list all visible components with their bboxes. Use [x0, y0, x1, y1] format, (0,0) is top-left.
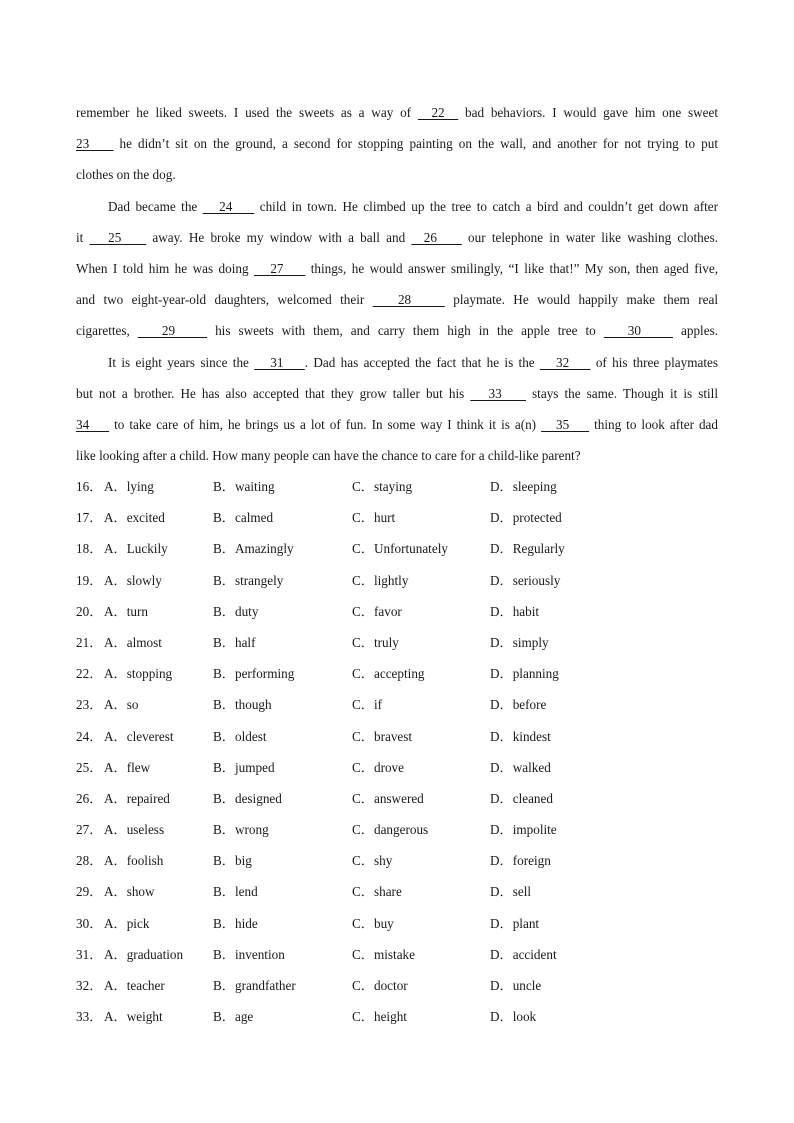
question-number: 26．: [76, 790, 103, 806]
option-b: B．grandfather: [213, 978, 296, 993]
option-d: D．Regularly: [490, 541, 565, 557]
answer-blank: 25: [89, 229, 147, 245]
option-b: B．waiting: [213, 479, 275, 494]
text-run: cigarettes,: [76, 323, 138, 339]
answer-blank: 31: [254, 354, 305, 370]
question-row: [76, 596, 718, 627]
option-c: C．height: [352, 1009, 407, 1025]
option-a: A．stopping: [104, 666, 173, 682]
question-number: 31．: [76, 946, 103, 962]
answer-blank: 28: [372, 292, 445, 308]
question-number: 18．: [76, 541, 103, 557]
option-b: B．half: [213, 634, 256, 650]
option-c: C．lightly: [352, 572, 409, 588]
text-run: clothes on the dog.: [76, 167, 176, 183]
passage-line: [76, 97, 718, 128]
question-number: 33．: [76, 1009, 103, 1025]
text-run: stays the same. Though it is still: [525, 385, 719, 401]
question-number: 24．: [76, 728, 103, 744]
option-c: C．mistake: [352, 946, 416, 962]
answer-blank: 23: [76, 136, 114, 152]
option-a: A．graduation: [104, 946, 184, 962]
text-run: to take care of him, he brings us a lot of fun. In some way I think it is a(n): [109, 416, 542, 432]
passage-line: [76, 191, 718, 222]
answer-blank: 22: [417, 105, 459, 120]
option-a: A．almost: [104, 634, 162, 650]
question-number: 17．: [76, 510, 103, 526]
option-d: D．sell: [490, 884, 532, 900]
text-run: thing to look after dad: [589, 416, 719, 432]
option-d: D．protected: [490, 510, 562, 526]
question-row: [76, 565, 718, 596]
question-number: 21．: [76, 634, 103, 650]
question-row: [76, 970, 718, 1001]
text-run: it: [76, 229, 90, 245]
option-a: A．Luckily: [104, 541, 168, 557]
cloze-passage: [76, 97, 718, 471]
option-c: C．shy: [352, 853, 393, 869]
option-a: A．weight: [104, 1009, 163, 1025]
text-run: child in town. He climbed up the tree to catch a bird and couldn’t get down after: [254, 198, 718, 214]
option-c: C．doctor: [352, 978, 408, 993]
option-b: B．invention: [213, 946, 285, 962]
passage-line: [76, 222, 718, 253]
text-run: away. He broke my window with a ball and: [146, 229, 412, 245]
question-number: 19．: [76, 572, 103, 588]
option-c: C．favor: [352, 603, 402, 619]
passage-line: [76, 253, 718, 284]
question-row: [76, 845, 718, 876]
question-row: [76, 1001, 718, 1032]
option-a: A．teacher: [104, 978, 165, 993]
text-run: like looking after a child. How many people can have the chance to care for a child-like parent?: [76, 448, 581, 464]
question-number: 23．: [76, 697, 103, 713]
question-number: 22．: [76, 666, 103, 682]
option-b: B．jumped: [213, 759, 275, 775]
option-a: A．flew: [104, 759, 151, 775]
passage-line: [76, 284, 718, 315]
question-number: 30．: [76, 915, 103, 931]
answer-blank: 29: [137, 323, 208, 339]
passage-line: [76, 378, 718, 409]
question-row: [76, 783, 718, 814]
answer-blank: 26: [411, 229, 462, 245]
option-d: D．habit: [490, 603, 540, 619]
question-number: 16．: [76, 479, 103, 494]
option-d: D．before: [490, 697, 547, 713]
question-row: [76, 752, 718, 783]
text-run: and two eight-year-old daughters, welcomed their: [76, 292, 373, 308]
option-c: C．if: [352, 697, 383, 713]
question-row: [76, 814, 718, 845]
option-b: B．oldest: [213, 728, 267, 744]
text-run: When I told him he was doing: [76, 260, 255, 276]
answer-options: [76, 471, 718, 1032]
option-c: C．accepting: [352, 666, 425, 682]
option-d: D．accident: [490, 946, 557, 962]
option-d: D．walked: [490, 759, 551, 775]
question-row: [76, 627, 718, 658]
question-row: [76, 876, 718, 907]
option-b: B．though: [213, 697, 272, 713]
option-c: C．bravest: [352, 728, 413, 744]
answer-blank: 27: [254, 260, 306, 276]
option-c: C．share: [352, 884, 402, 900]
question-row: [76, 658, 718, 689]
option-d: D．sleeping: [490, 479, 557, 494]
option-c: C．hurt: [352, 510, 396, 526]
question-number: 27．: [76, 822, 103, 838]
question-row: [76, 689, 718, 720]
option-d: D．cleaned: [490, 790, 553, 806]
question-row: [76, 721, 718, 752]
passage-line: [76, 128, 718, 159]
text-run: apples.: [673, 323, 718, 339]
option-c: C．drove: [352, 759, 405, 775]
text-run: but not a brother. He has also accepted that they grow taller but his: [76, 385, 471, 401]
passage-line: [76, 440, 718, 471]
option-b: B．big: [213, 853, 252, 869]
option-d: D．seriously: [490, 572, 561, 588]
answer-blank: 24: [202, 198, 255, 214]
option-d: D．look: [490, 1009, 537, 1025]
text-run: bad behaviors. I would gave him one sweet: [458, 105, 718, 120]
option-c: C．answered: [352, 790, 424, 806]
option-a: A．foolish: [104, 853, 164, 869]
option-b: B．designed: [213, 790, 282, 806]
question-row: [76, 533, 718, 564]
option-b: B．duty: [213, 603, 259, 619]
text-run: of his three playmates: [590, 354, 719, 370]
option-d: D．simply: [490, 634, 549, 650]
option-a: A．useless: [104, 822, 165, 838]
text-run: he didn’t sit on the ground, a second for stopping painting on the wall, and another for not trying to put: [113, 136, 718, 152]
option-a: A．turn: [104, 603, 148, 619]
answer-blank: 33: [470, 385, 526, 401]
option-c: C．buy: [352, 915, 394, 931]
option-d: D．uncle: [490, 978, 542, 993]
question-row: [76, 908, 718, 939]
text-run: playmate. He would happily make them real: [444, 292, 718, 308]
option-d: D．planning: [490, 666, 559, 682]
option-b: B．strangely: [213, 572, 284, 588]
option-d: D．plant: [490, 915, 540, 931]
answer-blank: 30: [603, 323, 673, 339]
answer-blank: 34: [76, 416, 110, 432]
question-row: [76, 939, 718, 970]
text-run: things, he would answer smilingly, “I like that!” My son, then aged five,: [305, 260, 719, 276]
option-b: B．calmed: [213, 510, 274, 526]
option-b: B．age: [213, 1009, 254, 1025]
text-run: his sweets with them, and carry them high in the apple tree to: [207, 323, 604, 339]
passage-line: [76, 409, 718, 440]
option-c: C．dangerous: [352, 822, 429, 838]
option-a: A．lying: [104, 479, 154, 494]
option-c: C．staying: [352, 479, 413, 494]
option-d: D．kindest: [490, 728, 551, 744]
question-row: [76, 471, 718, 502]
option-b: B．wrong: [213, 822, 269, 838]
option-c: C．truly: [352, 634, 399, 650]
question-number: 29．: [76, 884, 103, 900]
option-a: A．cleverest: [104, 728, 174, 744]
text-run: It is eight years since the: [108, 354, 255, 370]
question-number: 20．: [76, 603, 103, 619]
option-b: B．performing: [213, 666, 295, 682]
passage-line: [76, 315, 718, 346]
option-d: D．impolite: [490, 822, 557, 838]
question-number: 28．: [76, 853, 103, 869]
option-c: C．Unfortunately: [352, 541, 448, 557]
text-run: Dad became the: [108, 198, 203, 214]
option-a: A．pick: [104, 915, 150, 931]
text-run: our telephone in water like washing clothes.: [461, 229, 719, 245]
option-a: A．repaired: [104, 790, 170, 806]
question-number: 32．: [76, 978, 103, 993]
passage-line: [76, 347, 718, 378]
option-a: A．show: [104, 884, 155, 900]
passage-line: [76, 159, 718, 190]
option-a: A．so: [104, 697, 139, 713]
option-b: B．Amazingly: [213, 541, 294, 557]
question-row: [76, 502, 718, 533]
option-a: A．excited: [104, 510, 165, 526]
option-d: D．foreign: [490, 853, 551, 869]
question-number: 25．: [76, 759, 103, 775]
text-run: remember he liked sweets. I used the sweets as a way of: [76, 105, 418, 120]
answer-blank: 35: [541, 416, 590, 432]
option-b: B．lend: [213, 884, 258, 900]
text-run: . Dad has accepted the fact that he is the: [304, 354, 540, 370]
option-b: B．hide: [213, 915, 258, 931]
answer-blank: 32: [540, 354, 591, 370]
option-a: A．slowly: [104, 572, 162, 588]
